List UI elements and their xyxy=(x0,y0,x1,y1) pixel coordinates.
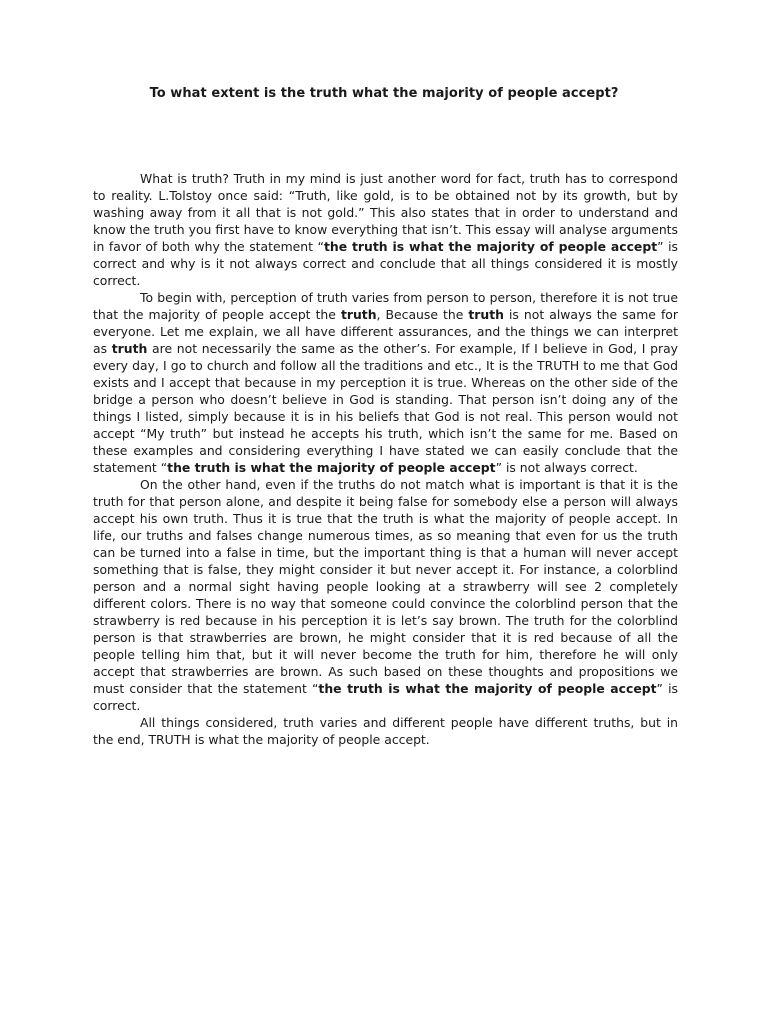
text-run: To begin with, perception of truth varies from person to person, therefore it is not true that the majority of people accept the xyxy=(93,290,678,322)
text-run: What is truth? Truth in my mind is just another word for fact, truth has to correspond to reality. L.Tolstoy once said: “Truth, like gold, is to be obtained not by its growth, but by washing away from it all that is not gold.” This also states that in order to understand and know the truth you first have to know everything that isn’t. This essay will analyse arguments in favor of both why the statement “ xyxy=(93,171,678,254)
text-run: ” is not always correct. xyxy=(495,460,638,475)
text-run: , Because the xyxy=(376,307,469,322)
essay-title: To what extent is the truth what the majority of people accept? xyxy=(149,86,619,101)
essay-body xyxy=(93,170,678,748)
bold-text-run: the truth is what the majority of people accept xyxy=(167,460,496,475)
bold-text-run: truth xyxy=(468,307,504,322)
text-run: are not necessarily the same as the other’s. For example, If I believe in God, I pray every day, I go to church and follow all the traditions and etc., It is the TRUTH to me that God exists and I accept that because in my perception it is true. Whereas on the other side of the bridge a person who doesn’t believe in God is standing. That person isn’t doing any of the things I listed, simply because it is in his beliefs that God is not real. This person would not accept “My truth” but instead he accepts his truth, which isn’t the same for me. Based on these examples and considering everything I have stated we can easily conclude that the statement “ xyxy=(93,341,678,475)
bold-text-run: the truth is what the majority of people accept xyxy=(318,681,657,696)
bold-text-run: the truth is what the majority of people accept xyxy=(323,239,658,254)
essay-paragraph xyxy=(93,170,678,289)
essay-paragraph xyxy=(93,476,678,714)
essay-paragraph xyxy=(93,289,678,476)
text-run: ” is correct. xyxy=(93,681,678,713)
text-run: ” is correct and why is it not always correct and conclude that all things considered it is mostly correct. xyxy=(93,239,678,288)
text-run: is not always the same for everyone. Let me explain, we all have different assurances, and the things we can interpret as xyxy=(93,307,678,356)
text-run: All things considered, truth varies and different people have different truths, but in the end, TRUTH is what the majority of people accept. xyxy=(93,715,678,747)
essay-paragraph xyxy=(93,714,678,748)
bold-text-run: truth xyxy=(111,341,148,356)
bold-text-run: truth xyxy=(340,307,377,322)
text-run: On the other hand, even if the truths do not match what is important is that it is the truth for that person alone, and despite it being false for somebody else a person will always accept his own truth. Thus it is true that the truth is what the majority of people accept. In life, our truths and falses change numerous times, as so meaning that even for us the truth can be turned into a false in time, but the important thing is that a human will never accept something that is false, they might consider it but never accept it. For instance, a colorblind person and a normal sight having people looking at a strawberry will see 2 completely different colors. There is no way that someone could convince the colorblind person that the strawberry is red because in his perception it is let’s say brown. The truth for the colorblind person is that strawberries are brown, he might consider that it is red because of all the people telling him that, but it will never become the truth for him, therefore he will only accept that strawberries are brown. As such based on these thoughts and propositions we must consider that the statement “ xyxy=(93,477,678,696)
